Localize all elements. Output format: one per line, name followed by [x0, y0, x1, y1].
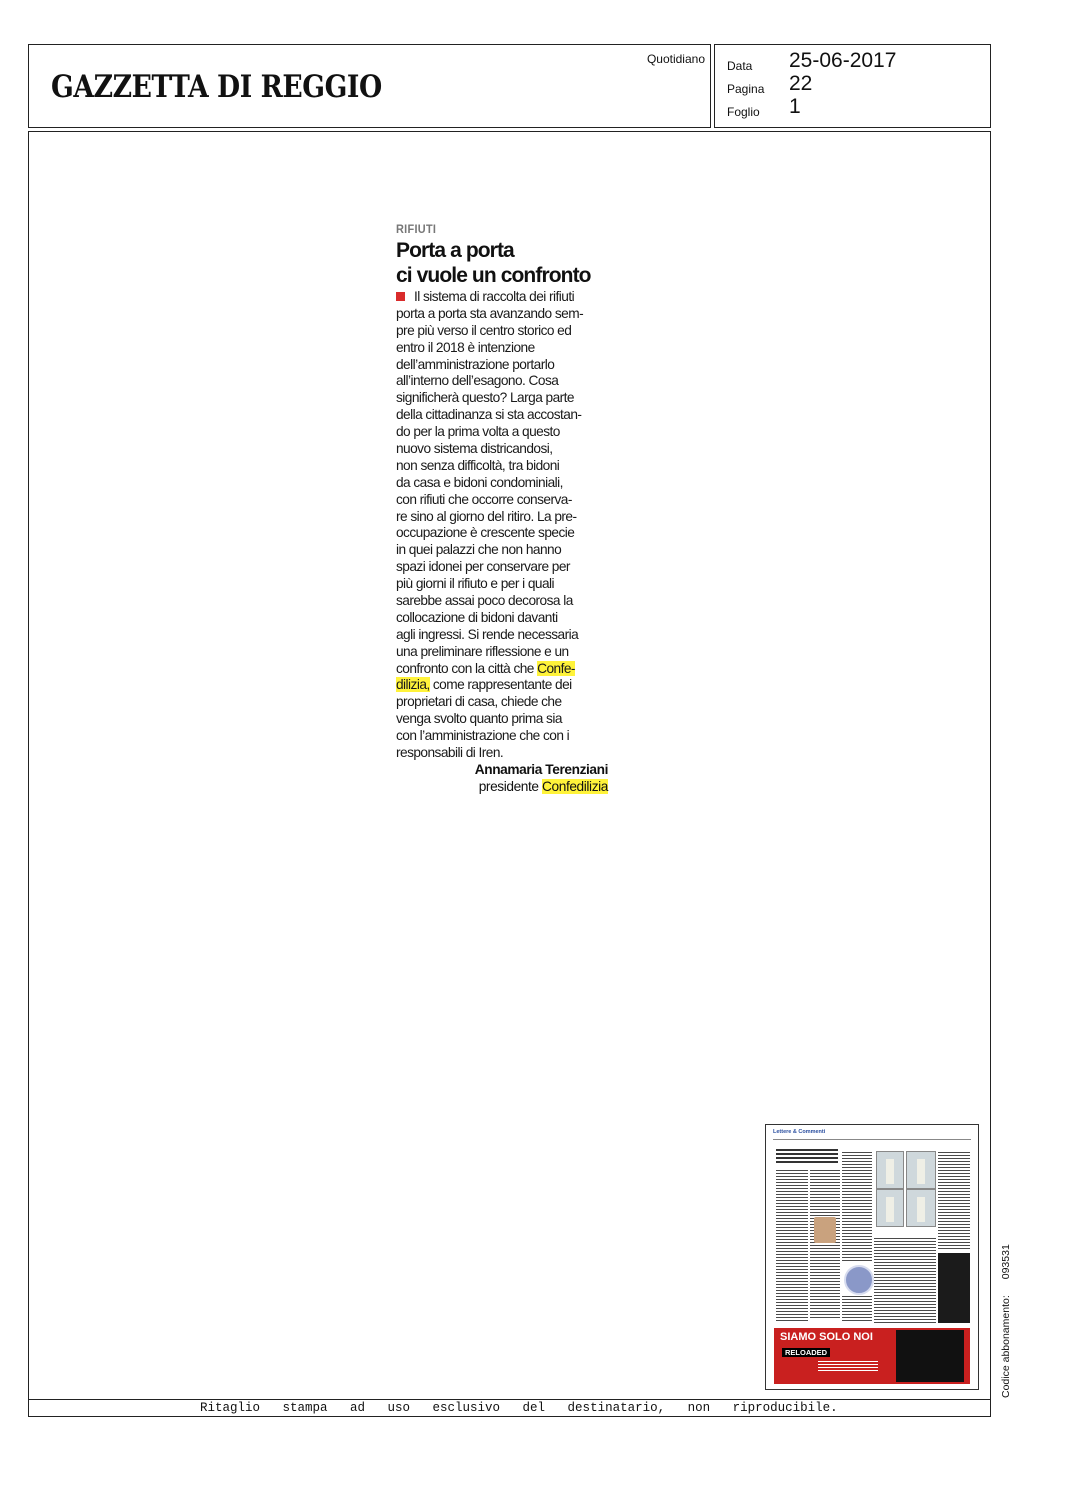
meta-value: 1	[789, 95, 801, 118]
body-line: all’interno dell’esagono. Cosa	[396, 373, 559, 389]
thumbnail-headline	[776, 1147, 838, 1165]
body-line: pre più verso il centro storico ed	[396, 322, 572, 338]
body-line	[396, 289, 616, 306]
thumbnail-photo	[906, 1151, 936, 1189]
body-line-text: Il sistema di raccolta dei rifiuti	[414, 289, 575, 304]
red-square-bullet-icon	[396, 292, 405, 301]
thumbnail-portrait	[814, 1217, 836, 1243]
thumbnail-section-title: Lettere & Commenti	[773, 1129, 826, 1135]
thumbnail-photo	[876, 1151, 904, 1189]
thumbnail-logo-icon	[844, 1265, 874, 1295]
thumbnail-photo	[876, 1189, 904, 1227]
footer-rule	[28, 1399, 991, 1400]
newspaper-masthead: GAZZETTA DI REGGIO	[51, 69, 382, 105]
signature-role-text: presidente	[478, 779, 543, 794]
ad-title: SIAMO SOLO NOI	[780, 1331, 873, 1343]
subscription-code	[1000, 1244, 1012, 1398]
periodicity-label: Quotidiano	[646, 52, 705, 66]
body-line: una preliminare riflessione e un	[396, 643, 569, 659]
body-line: significherà questo? Larga parte	[396, 390, 574, 406]
article-body	[396, 289, 616, 762]
ad-fine-print	[818, 1361, 878, 1373]
body-line: collocazione di bidoni davanti	[396, 609, 558, 625]
body-line	[396, 677, 616, 694]
body-line: occupazione è crescente specie	[396, 525, 575, 541]
footer-notice: Ritaglio stampa ad uso esclusivo del destinatario, non riproducibile.	[200, 1401, 838, 1415]
body-line: do per la prima volta a questo	[396, 424, 560, 440]
body-line: da casa e bidoni condominiali,	[396, 474, 563, 490]
body-line: venga svolto quanto prima sia	[396, 711, 562, 727]
thumbnail-text-column	[842, 1295, 872, 1323]
ad-subtitle: RELOADED	[782, 1348, 830, 1357]
body-line: porta a porta sta avanzando sem-	[396, 305, 584, 321]
body-line: dell’amministrazione portarlo	[396, 356, 555, 372]
thumbnail-header	[773, 1129, 971, 1140]
body-line: re sino al giorno del ritiro. La pre-	[396, 508, 577, 524]
body-line: in quei palazzi che non hanno	[396, 542, 562, 558]
body-line: con l’amministrazione che con i	[396, 728, 570, 744]
page-thumbnail	[765, 1124, 979, 1390]
body-line-text: come rappresentante dei	[429, 677, 572, 693]
thumbnail-text-column	[842, 1151, 872, 1261]
body-line: entro il 2018 è intenzione	[396, 339, 535, 355]
ad-image	[896, 1330, 964, 1382]
body-line: più giorni il rifiuto e per i quali	[396, 576, 555, 592]
header-masthead-box	[28, 44, 711, 128]
meta-key: Pagina	[727, 82, 765, 96]
thumbnail-text-column	[938, 1151, 970, 1251]
body-line: spazi idonei per conservare per	[396, 559, 570, 575]
thumbnail-text-column	[874, 1237, 936, 1323]
highlighted-keyword: dilizia,	[396, 677, 430, 693]
highlighted-keyword: Confedilizia	[542, 779, 608, 794]
subscription-code-label: Codice abbonamento:	[1000, 1295, 1012, 1398]
body-line	[396, 661, 616, 678]
thumbnail-text-column	[810, 1169, 840, 1319]
meta-key: Foglio	[727, 105, 760, 119]
body-line-text: confronto con la città che	[396, 660, 538, 676]
body-line: con rifiuti che occorre conserva-	[396, 491, 572, 507]
body-line: non senza difficoltà, tra bidoni	[396, 457, 560, 473]
headline-line: ci vuole un confronto	[396, 264, 591, 287]
thumbnail-dark-box	[938, 1253, 970, 1323]
meta-key: Data	[727, 59, 753, 73]
meta-value: 22	[789, 72, 813, 95]
article-headline	[396, 238, 636, 288]
meta-value: 25-06-2017	[789, 49, 897, 72]
headline-line: Porta a porta	[396, 239, 514, 262]
article-kicker: RIFIUTI	[396, 224, 437, 236]
body-line: responsabili di Iren.	[396, 745, 504, 761]
thumbnail-text-column	[776, 1169, 808, 1321]
subscription-code-value: 093531	[1000, 1244, 1012, 1280]
body-line: nuovo sistema districandosi,	[396, 441, 553, 457]
signature-role	[479, 779, 608, 794]
thumbnail-photo	[906, 1189, 936, 1227]
body-line: proprietari di casa, chiede che	[396, 694, 562, 710]
body-line: sarebbe assai poco decorosa la	[396, 593, 573, 609]
signature-name: Annamaria Terenziani	[474, 762, 608, 777]
body-line: della cittadinanza si sta accostan-	[396, 407, 582, 423]
thumbnail-advertisement	[774, 1328, 970, 1384]
highlighted-keyword: Confe-	[537, 660, 575, 676]
body-line: agli ingressi. Si rende necessaria	[396, 626, 579, 642]
header-meta-box	[714, 44, 991, 128]
